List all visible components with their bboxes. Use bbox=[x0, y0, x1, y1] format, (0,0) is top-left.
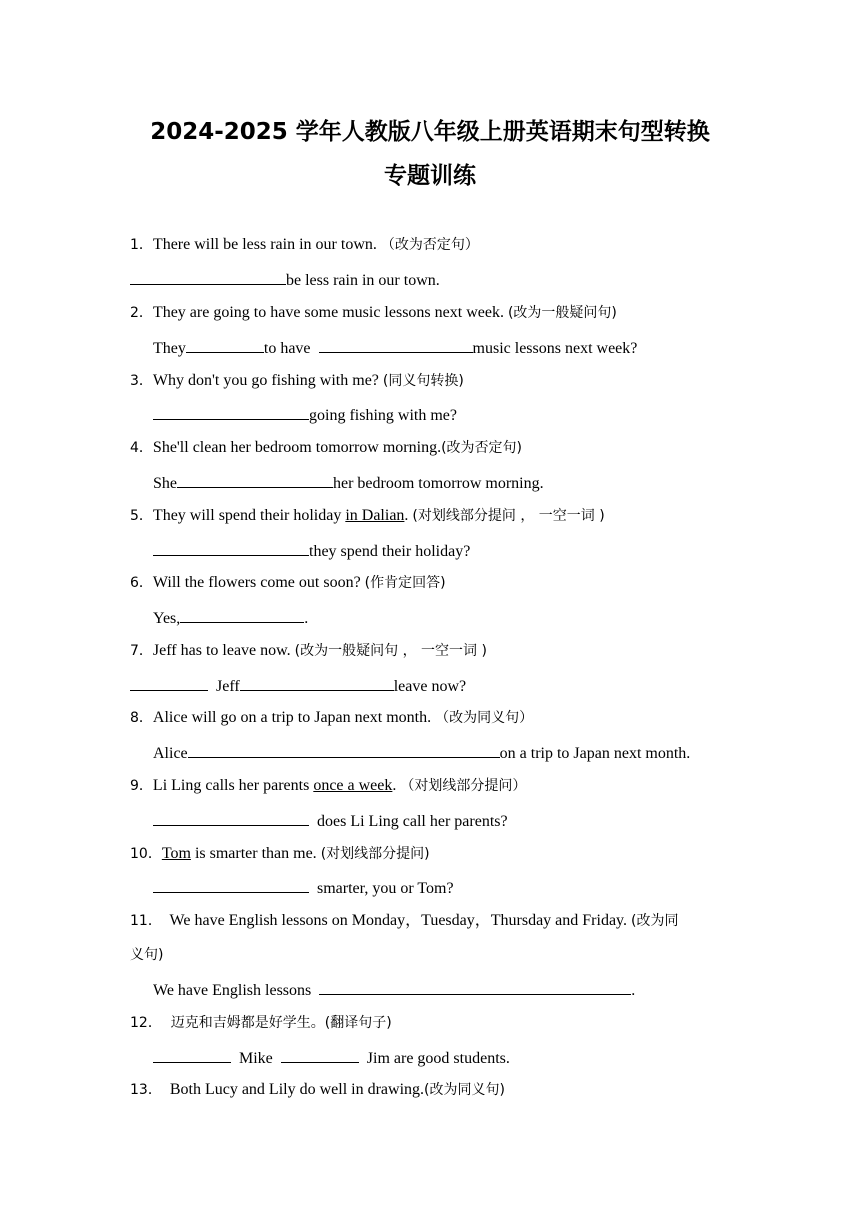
question-10 bbox=[130, 844, 430, 864]
question-text: Why don't you go fishing with me? bbox=[152, 372, 383, 389]
answer-1 bbox=[130, 269, 440, 291]
instruction-note: （对划线部分提问） bbox=[400, 778, 527, 794]
answer-text: on a trip to Japan next month. bbox=[499, 745, 691, 762]
question-13 bbox=[130, 1080, 505, 1100]
question-text: Jeff has to leave now. bbox=[152, 642, 295, 659]
instruction-note: (改为一般疑问句) bbox=[507, 305, 617, 321]
answer-text: they spend their holiday? bbox=[309, 543, 471, 560]
question-11 bbox=[130, 911, 679, 931]
answer-blank[interactable] bbox=[130, 269, 286, 285]
question-11-continued bbox=[130, 945, 163, 965]
answer-text: Mike bbox=[231, 1050, 281, 1067]
answer-text: to have bbox=[263, 340, 319, 357]
question-text: is smarter than me. bbox=[190, 845, 321, 862]
instruction-note: (作肯定回答) bbox=[364, 575, 446, 591]
question-text: Both Lucy and Lily do well in drawing. bbox=[161, 1081, 425, 1098]
question-2 bbox=[130, 303, 617, 323]
question-number: 3． bbox=[130, 373, 153, 389]
question-7 bbox=[130, 641, 487, 661]
answer-blank[interactable] bbox=[153, 540, 309, 556]
question-9 bbox=[130, 776, 526, 796]
question-text: We have English lessons on Monday，Tuesday，Thursday and Friday. bbox=[161, 912, 632, 929]
answer-blank[interactable] bbox=[130, 675, 208, 691]
document-title-line-1: 2024-2025 学年人教版八年级上册英语期末句型转换 bbox=[150, 119, 710, 145]
question-8 bbox=[130, 708, 533, 728]
answer-blank[interactable] bbox=[281, 1047, 359, 1063]
question-text: There will be less rain in our town. bbox=[152, 236, 381, 253]
instruction-note: (改为同义句) bbox=[424, 1082, 505, 1098]
instruction-note: (对划线部分提问) bbox=[320, 846, 430, 862]
instruction-note: （改为否定句） bbox=[380, 237, 479, 253]
answer-blank[interactable] bbox=[319, 337, 473, 353]
underlined-phrase: Tom bbox=[161, 845, 191, 862]
answer-text: Yes, bbox=[153, 610, 181, 627]
answer-blank[interactable] bbox=[153, 1047, 231, 1063]
instruction-note: 义句) bbox=[130, 947, 164, 963]
question-text: . bbox=[392, 777, 401, 794]
document-title-line-2: 专题训练 bbox=[384, 163, 476, 189]
answer-9 bbox=[153, 810, 508, 832]
answer-3 bbox=[153, 404, 457, 426]
instruction-note: （改为同义句） bbox=[435, 710, 534, 726]
question-text: Alice will go on a trip to Japan next month. bbox=[152, 709, 436, 726]
answer-12 bbox=[153, 1047, 510, 1069]
answer-blank[interactable] bbox=[153, 404, 309, 420]
answer-text: does Li Ling call her parents? bbox=[309, 813, 508, 830]
question-text: Will the flowers come out soon? bbox=[152, 574, 365, 591]
answer-5 bbox=[153, 540, 470, 562]
question-6 bbox=[130, 573, 446, 593]
answer-text: smarter, you or Tom? bbox=[309, 880, 454, 897]
answer-text: . bbox=[631, 982, 636, 999]
question-number: 11． bbox=[130, 913, 162, 929]
answer-11 bbox=[153, 979, 635, 1001]
question-number: 1． bbox=[130, 237, 153, 253]
answer-4 bbox=[153, 472, 544, 494]
answer-blank[interactable] bbox=[319, 979, 631, 995]
answer-8 bbox=[153, 742, 690, 764]
answer-text: They bbox=[153, 340, 186, 357]
instruction-note: (改为否定句) bbox=[441, 440, 523, 456]
answer-blank[interactable] bbox=[188, 742, 500, 758]
answer-blank[interactable] bbox=[240, 675, 394, 691]
answer-text: . bbox=[304, 610, 309, 627]
answer-blank[interactable] bbox=[180, 607, 304, 623]
question-3 bbox=[130, 371, 464, 391]
question-text: They will spend their holiday bbox=[152, 507, 346, 524]
answer-text: We have English lessons bbox=[153, 982, 320, 999]
answer-text: Jim are good students. bbox=[358, 1050, 510, 1067]
answer-text: music lessons next week? bbox=[472, 340, 638, 357]
answer-text: her bedroom tomorrow morning. bbox=[333, 475, 544, 492]
question-number: 13． bbox=[130, 1082, 162, 1098]
question-number: 2． bbox=[130, 305, 153, 321]
question-number: 4． bbox=[130, 440, 153, 456]
answer-text: Alice bbox=[153, 745, 188, 762]
instruction-note: (同义句转换) bbox=[382, 373, 464, 389]
question-4 bbox=[130, 438, 522, 458]
answer-text: going fishing with me? bbox=[309, 407, 457, 424]
answer-text: She bbox=[153, 475, 177, 492]
question-text: They are going to have some music lessons next week. bbox=[152, 304, 508, 321]
answer-blank[interactable] bbox=[186, 337, 264, 353]
question-number: 6． bbox=[130, 575, 153, 591]
question-1 bbox=[130, 235, 479, 255]
underlined-phrase: once a week bbox=[313, 777, 393, 794]
question-number: 9． bbox=[130, 778, 153, 794]
question-text: Li Ling calls her parents bbox=[152, 777, 314, 794]
answer-blank[interactable] bbox=[153, 810, 309, 826]
answer-7 bbox=[130, 675, 466, 697]
question-text: . bbox=[404, 507, 413, 524]
answer-10 bbox=[153, 877, 454, 899]
instruction-note: (对划线部分提问 ， 一空一词 ) bbox=[412, 508, 605, 524]
instruction-note: (改为一般疑问句 ， 一空一词 ) bbox=[294, 643, 487, 659]
question-5 bbox=[130, 506, 605, 526]
question-number: 7． bbox=[130, 643, 153, 659]
question-12 bbox=[130, 1013, 392, 1033]
question-number: 10． bbox=[130, 846, 162, 862]
answer-text: leave now? bbox=[393, 678, 467, 695]
answer-text: Jeff bbox=[208, 678, 240, 695]
answer-blank[interactable] bbox=[177, 472, 333, 488]
question-number: 8． bbox=[130, 710, 153, 726]
question-number: 5． bbox=[130, 508, 153, 524]
question-text: 迈克和吉姆都是好学生。(翻译句子) bbox=[161, 1015, 392, 1031]
answer-text: be less rain in our town. bbox=[286, 272, 440, 289]
underlined-phrase: in Dalian bbox=[345, 507, 405, 524]
question-number: 12． bbox=[130, 1015, 162, 1031]
answer-2 bbox=[153, 337, 637, 359]
answer-6 bbox=[153, 607, 308, 629]
question-text: She'll clean her bedroom tomorrow morning. bbox=[152, 439, 442, 456]
instruction-note: (改为同 bbox=[631, 913, 679, 929]
answer-blank[interactable] bbox=[153, 877, 309, 893]
